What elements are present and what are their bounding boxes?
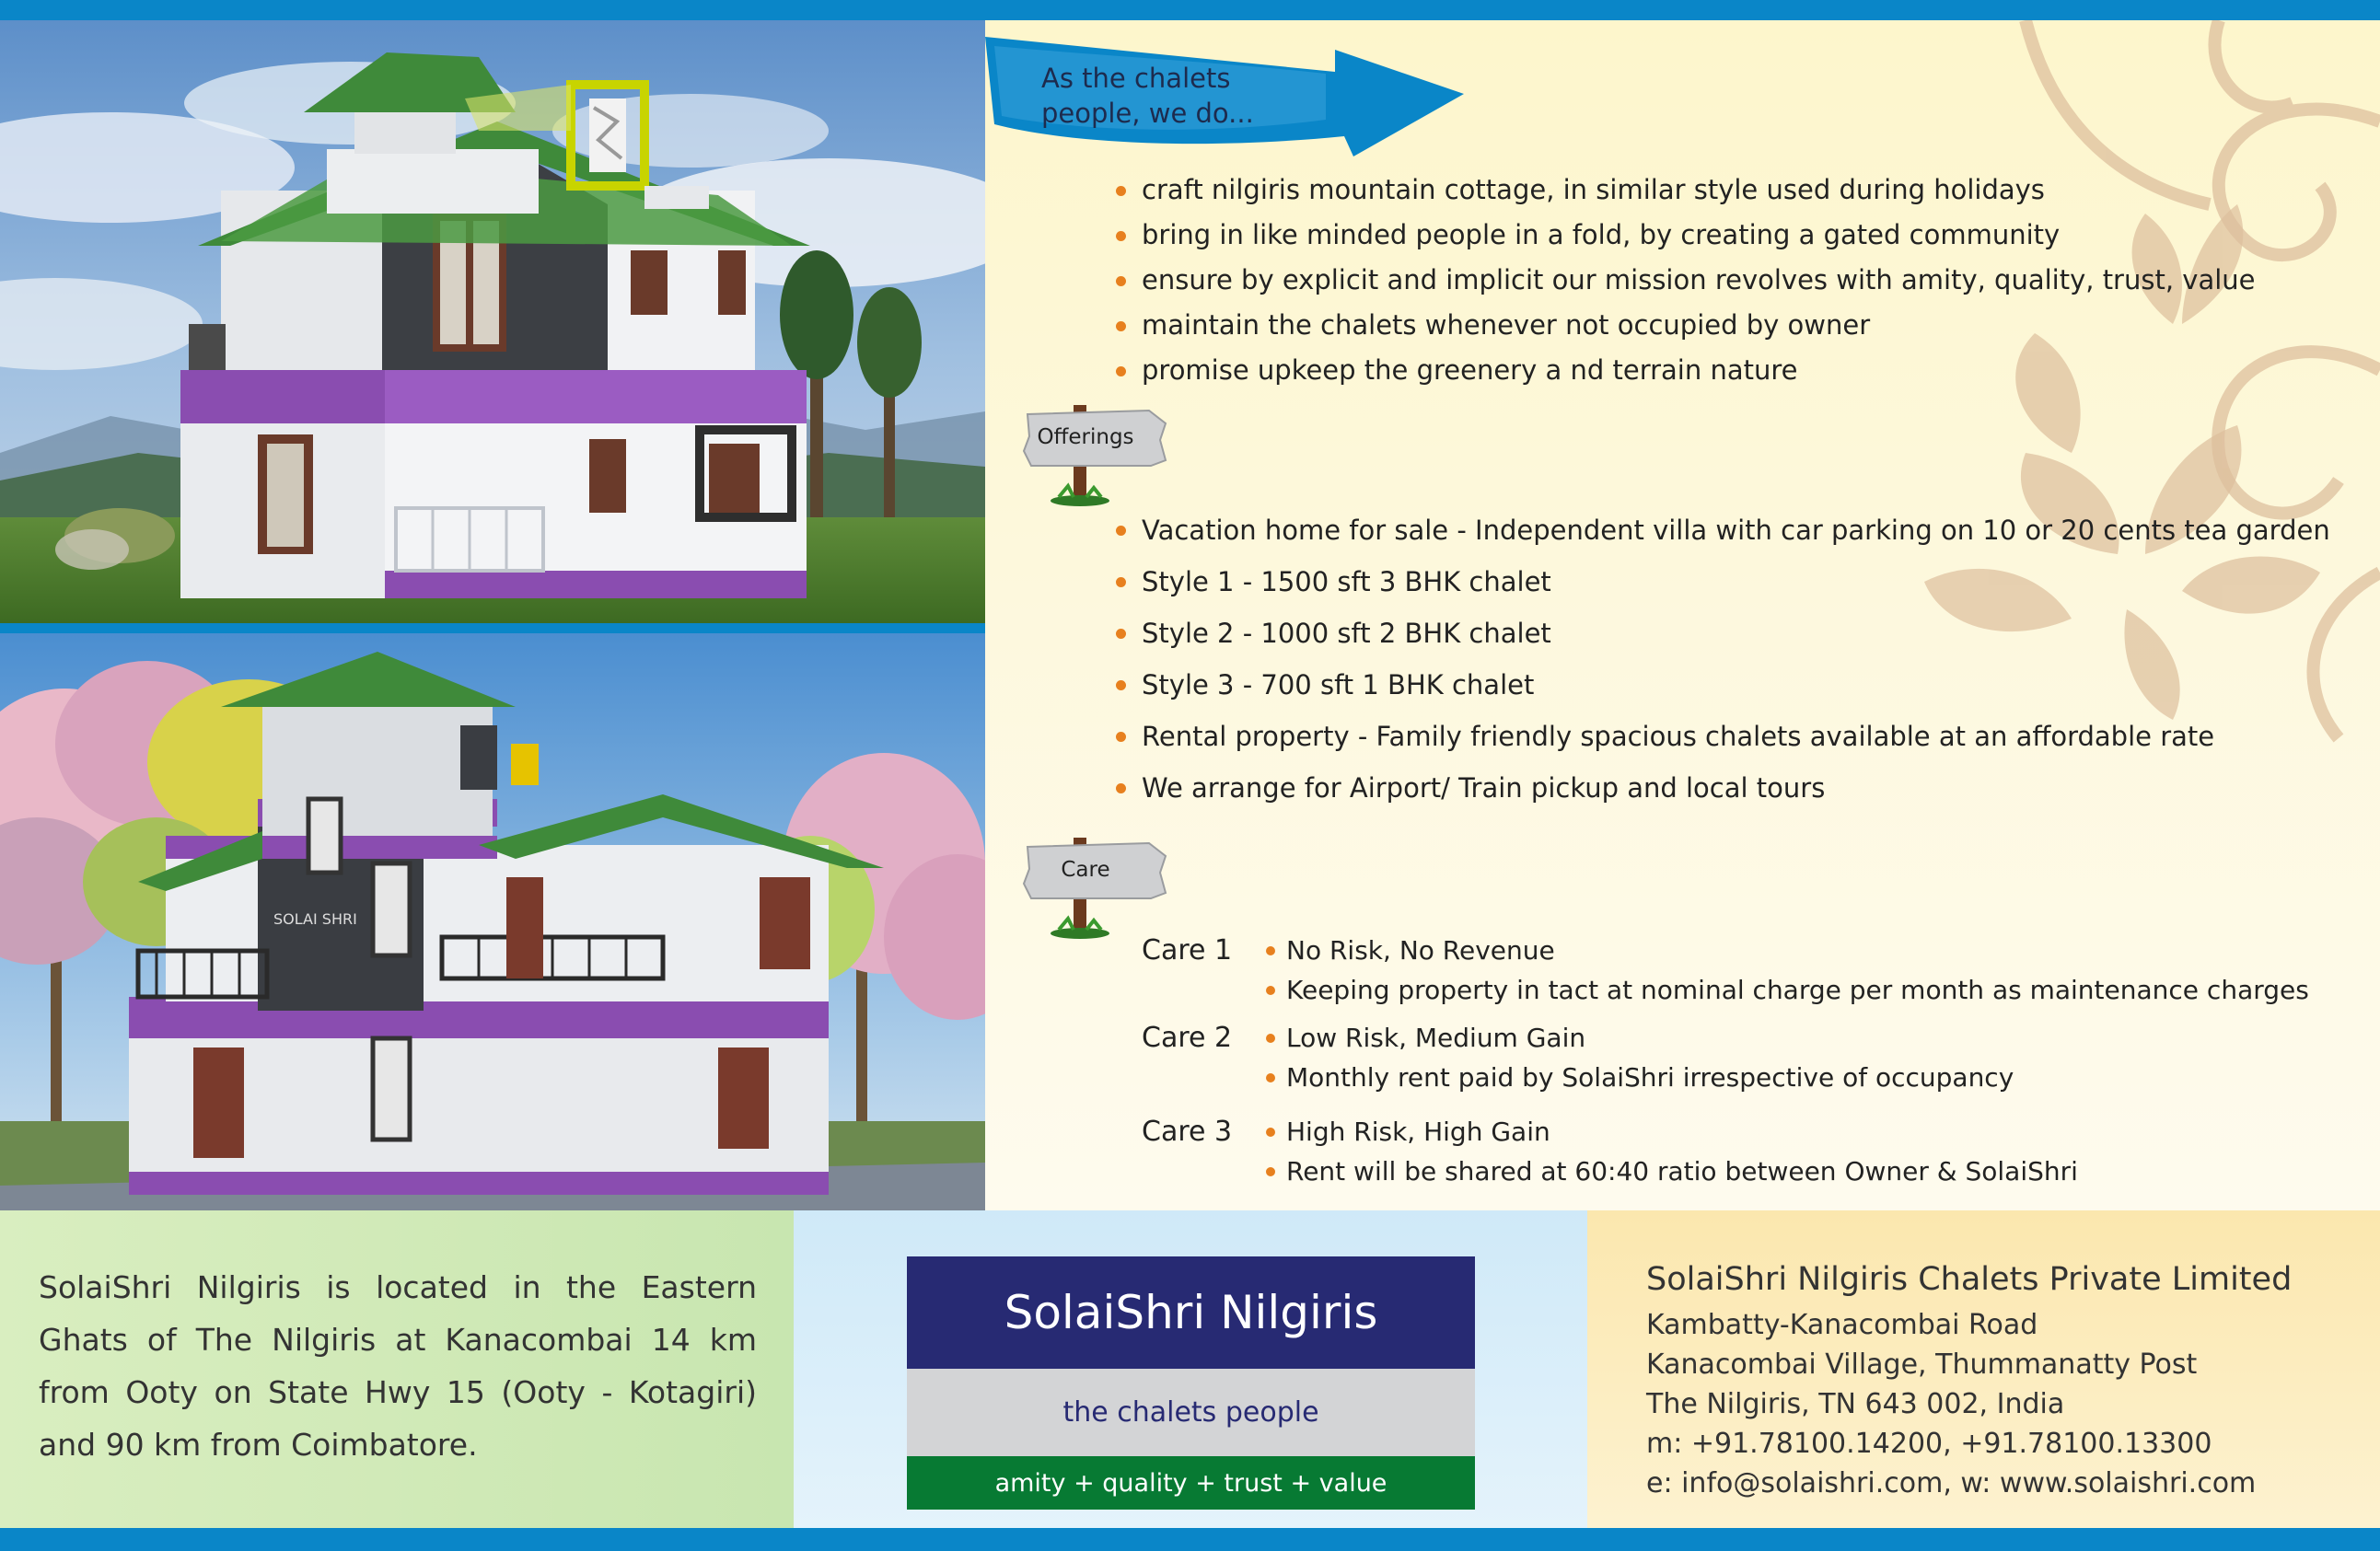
brand-tagline: the chalets people xyxy=(907,1369,1475,1456)
mission-item: ensure by explicit and implicit our mission revolves with amity, quality, trust, value xyxy=(1116,258,2256,303)
care-plan-item: Rent will be shared at 60:40 ratio between Owner & SolaiShri xyxy=(1266,1155,2078,1195)
care-plan-item: Monthly rent paid by SolaiShri irrespective of occupancy xyxy=(1266,1061,2014,1101)
intro-heading xyxy=(1041,61,1254,131)
care-plan-title: Care 1 xyxy=(1142,934,1233,966)
offering-item: Rental property - Family friendly spacious chalets available at an affordable rate xyxy=(1116,711,2330,762)
offering-item: Style 2 - 1000 sft 2 BHK chalet xyxy=(1116,608,2330,659)
signpost-icon xyxy=(1022,838,1169,939)
care-signpost xyxy=(1022,838,1169,939)
top-accent-bar xyxy=(0,0,2380,20)
chalet-photo-3bhk xyxy=(0,20,985,623)
mission-item: maintain the chalets whenever not occupied by owner xyxy=(1116,303,2256,348)
location-description: SolaiShri Nilgiris is located in the Eastern Ghats of The Nilgiris at Kanacombai 14 km from Ooty on State Hwy 15 (Ooty - Kotagiri) and 90 km from Coimbatore. xyxy=(39,1269,757,1463)
photo-divider xyxy=(0,623,985,633)
intro-line-2: people, we do... xyxy=(1041,98,1254,129)
care-plan-title: Care 3 xyxy=(1142,1116,1233,1148)
offering-item: Style 3 - 700 sft 1 BHK chalet xyxy=(1116,659,2330,711)
intro-line-1: As the chalets xyxy=(1041,63,1231,94)
care-sign-label: Care xyxy=(1061,858,1110,882)
offerings-list xyxy=(1116,504,2330,814)
offering-item: Vacation home for sale - Independent villa with car parking on 10 or 20 cents tea garden xyxy=(1116,504,2330,556)
mission-list xyxy=(1116,168,2256,393)
brand-logo-box xyxy=(907,1256,1475,1510)
mission-item: craft nilgiris mountain cottage, in similar style used during holidays xyxy=(1116,168,2256,213)
mission-item: bring in like minded people in a fold, by creating a gated community xyxy=(1116,213,2256,258)
contact-email-web[interactable]: e: info@solaishri.com, w: www.solaishri.com xyxy=(1646,1467,2257,1499)
offerings-sign-label: Offerings xyxy=(1037,425,1134,449)
offering-item: Style 1 - 1500 sft 3 BHK chalet xyxy=(1116,556,2330,608)
chalet-photo-2bhk xyxy=(0,633,985,1210)
care-plan-item: No Risk, No Revenue xyxy=(1266,934,2309,974)
mission-item: promise upkeep the greenery a nd terrain nature xyxy=(1116,348,2256,393)
brand-values: amity + quality + trust + value xyxy=(907,1456,1475,1510)
care-plan-items xyxy=(1266,934,2309,1013)
bottom-accent-bar xyxy=(0,1528,2380,1551)
brand-name: SolaiShri Nilgiris xyxy=(907,1256,1475,1369)
company-name: SolaiShri Nilgiris Chalets Private Limited xyxy=(1646,1261,2293,1298)
contact-phone[interactable]: m: +91.78100.14200, +91.78100.13300 xyxy=(1646,1428,2212,1460)
house-sign-text: SOLAI SHRI xyxy=(273,910,357,928)
company-address xyxy=(1646,1305,2256,1503)
address-line: The Nilgiris, TN 643 002, India xyxy=(1646,1388,2065,1420)
signpost-icon xyxy=(1022,405,1169,506)
care-plan-item: High Risk, High Gain xyxy=(1266,1116,2078,1155)
offerings-signpost xyxy=(1022,405,1169,506)
care-plan-title: Care 2 xyxy=(1142,1022,1233,1054)
care-plan-item: Keeping property in tact at nominal charge per month as maintenance charges xyxy=(1266,974,2309,1013)
address-line: Kanacombai Village, Thummanatty Post xyxy=(1646,1348,2198,1381)
care-plan-items xyxy=(1266,1022,2014,1101)
care-plan-items xyxy=(1266,1116,2078,1195)
address-line: Kambatty-Kanacombai Road xyxy=(1646,1309,2038,1341)
care-plan-item: Low Risk, Medium Gain xyxy=(1266,1022,2014,1061)
offering-item: We arrange for Airport/ Train pickup and local tours xyxy=(1116,762,2330,814)
